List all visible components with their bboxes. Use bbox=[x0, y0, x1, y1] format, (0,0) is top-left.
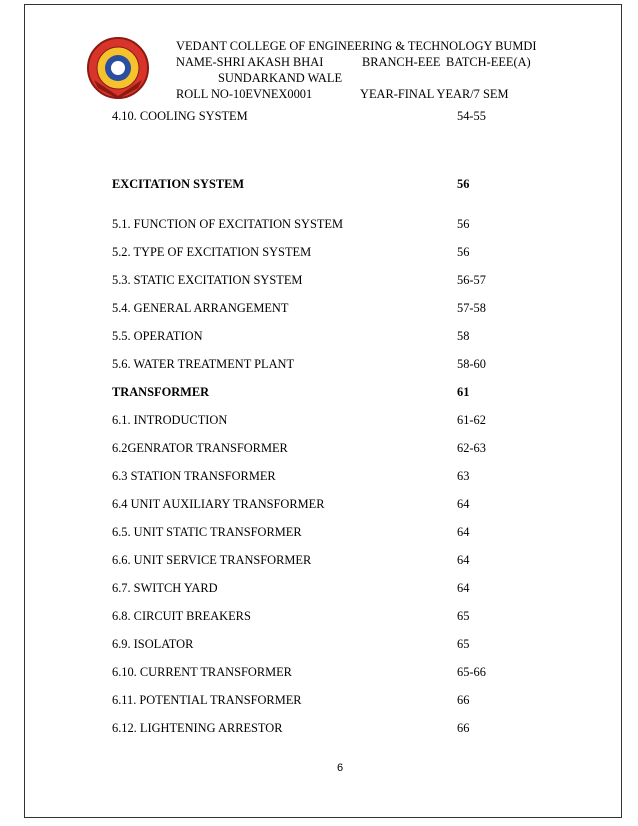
toc-entry-title: EXCITATION SYSTEM bbox=[112, 177, 245, 191]
toc-entry-title: 6.7. SWITCH YARD bbox=[112, 581, 218, 595]
toc-entry-title: 6.1. INTRODUCTION bbox=[112, 413, 228, 427]
toc-entry bbox=[112, 244, 512, 260]
toc-entry-page: 64 bbox=[457, 525, 470, 539]
toc-entry-page: 56 bbox=[457, 177, 470, 191]
toc-entry bbox=[112, 328, 512, 344]
toc-entry-title: 5.2. TYPE OF EXCITATION SYSTEM bbox=[112, 245, 312, 259]
toc-entry-page: 56-57 bbox=[457, 273, 486, 287]
toc-entry-title: 6.6. UNIT SERVICE TRANSFORMER bbox=[112, 553, 312, 567]
toc-entry-title: 5.1. FUNCTION OF EXCITATION SYSTEM bbox=[112, 217, 343, 231]
toc-entry-title: 6.10. CURRENT TRANSFORMER bbox=[112, 665, 292, 679]
roll-number: ROLL NO-10EVNEX0001 bbox=[176, 87, 313, 101]
toc-entry-page: 61-62 bbox=[457, 413, 486, 427]
toc-entry bbox=[112, 272, 512, 288]
toc-entry-title: TRANSFORMER bbox=[112, 385, 210, 399]
toc-entry bbox=[112, 300, 512, 316]
toc-entry-title: 6.5. UNIT STATIC TRANSFORMER bbox=[112, 525, 302, 539]
branch-label: BRANCH-EEE bbox=[362, 55, 441, 69]
toc-section-heading bbox=[112, 176, 512, 192]
toc-entry bbox=[112, 636, 512, 652]
toc-entry bbox=[112, 412, 512, 428]
toc-entry-page: 56 bbox=[457, 217, 470, 231]
year-label: YEAR-FINAL YEAR/7 SEM bbox=[360, 87, 509, 101]
toc-entry-title: 6.11. POTENTIAL TRANSFORMER bbox=[112, 693, 302, 707]
toc-entry bbox=[112, 468, 512, 484]
toc-entry-page: 65 bbox=[457, 637, 470, 651]
toc-entry-title: 6.9. ISOLATOR bbox=[112, 637, 194, 651]
toc-entry bbox=[112, 440, 512, 456]
toc-entry-page: 65 bbox=[457, 609, 470, 623]
toc-entry-title: 6.12. LIGHTENING ARRESTOR bbox=[112, 721, 283, 735]
toc-entry-title: 4.10. COOLING SYSTEM bbox=[112, 109, 248, 123]
toc-entry bbox=[112, 580, 512, 596]
toc-entry bbox=[112, 608, 512, 624]
toc-entry-page: 64 bbox=[457, 581, 470, 595]
toc-entry-page: 62-63 bbox=[457, 441, 486, 455]
toc-entry-page: 64 bbox=[457, 553, 470, 567]
toc-entry-page: 65-66 bbox=[457, 665, 486, 679]
toc-entry bbox=[112, 692, 512, 708]
toc-entry bbox=[112, 720, 512, 736]
toc-entry bbox=[112, 216, 512, 232]
toc-section-heading bbox=[112, 384, 512, 400]
toc-entry-page: 58 bbox=[457, 329, 470, 343]
toc-entry-page: 58-60 bbox=[457, 357, 486, 371]
toc-entry-title: 6.8. CIRCUIT BREAKERS bbox=[112, 609, 251, 623]
toc-entry-title: 5.5. OPERATION bbox=[112, 329, 203, 343]
toc-entry-page: 56 bbox=[457, 245, 470, 259]
toc-entry bbox=[112, 108, 512, 124]
page-number: 6 bbox=[336, 762, 344, 774]
toc-entry bbox=[112, 496, 512, 512]
toc-entry bbox=[112, 552, 512, 568]
toc-entry-title: 5.3. STATIC EXCITATION SYSTEM bbox=[112, 273, 303, 287]
batch-label: BATCH-EEE(A) bbox=[446, 55, 531, 69]
toc-entry-page: 57-58 bbox=[457, 301, 486, 315]
page-header bbox=[176, 38, 536, 102]
toc-entry bbox=[112, 524, 512, 540]
college-logo bbox=[86, 36, 150, 100]
toc-entry bbox=[112, 356, 512, 372]
toc-entry-title: 6.4 UNIT AUXILIARY TRANSFORMER bbox=[112, 497, 325, 511]
student-name: NAME-SHRI AKASH BHAI bbox=[176, 55, 324, 69]
toc-entry-title: 5.4. GENERAL ARRANGEMENT bbox=[112, 301, 289, 315]
toc-entry-page: 66 bbox=[457, 693, 470, 707]
college-name: VEDANT COLLEGE OF ENGINEERING & TECHNOLOGY BUMDI bbox=[176, 39, 537, 53]
toc-entry-title: 6.3 STATION TRANSFORMER bbox=[112, 469, 276, 483]
toc-entry-page: 54-55 bbox=[457, 109, 486, 123]
toc-entry-page: 64 bbox=[457, 497, 470, 511]
toc-entry bbox=[112, 664, 512, 680]
toc-entry-title: 6.2GENRATOR TRANSFORMER bbox=[112, 441, 288, 455]
toc-entry-page: 61 bbox=[457, 385, 470, 399]
toc-entry-page: 66 bbox=[457, 721, 470, 735]
toc-entry-title: 5.6. WATER TREATMENT PLANT bbox=[112, 357, 295, 371]
student-name-continued: SUNDARKAND WALE bbox=[218, 71, 343, 85]
toc-entry-page: 63 bbox=[457, 469, 470, 483]
